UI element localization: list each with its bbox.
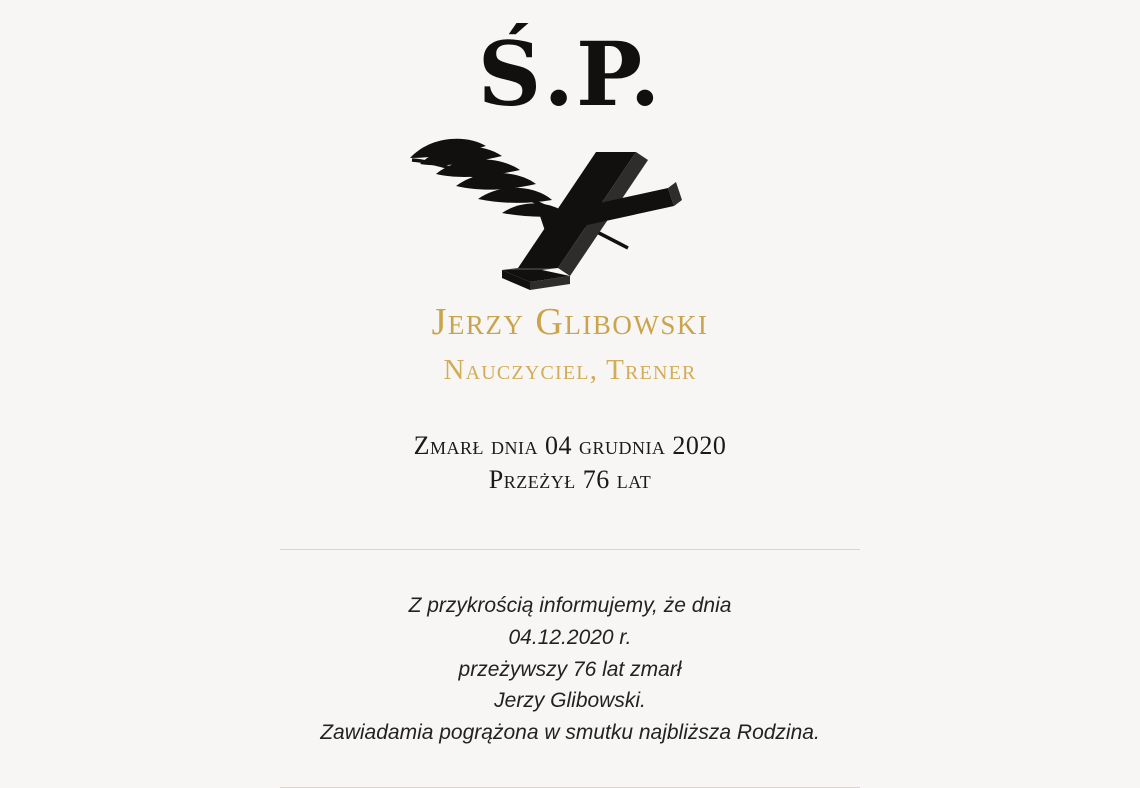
cross-and-palm-icon: [390, 130, 750, 295]
obituary-emblem: [390, 18, 750, 236]
sp-abbreviation: Ś.P.: [477, 22, 663, 126]
message-line-1: Z przykrością informujemy, że dnia: [408, 593, 732, 617]
message-line-4: Jerzy Glibowski.: [494, 689, 646, 713]
age-line: Przeżył 76 lat: [488, 465, 652, 495]
condolence-message: [320, 590, 820, 750]
death-info: [414, 429, 727, 497]
cross-icon: [502, 152, 682, 290]
death-date-line: Zmarł dnia 04 grudnia 2020: [413, 431, 727, 461]
deceased-name: Jerzy Glibowski: [431, 300, 709, 343]
divider-top: [280, 549, 860, 550]
deceased-role: Nauczyciel, Trener: [443, 354, 697, 387]
message-line-2: 04.12.2020 r.: [508, 625, 632, 649]
message-line-3: przeżywszy 76 lat zmarł: [458, 657, 682, 681]
message-line-5: Zawiadamia pogrążona w smutku najbliższa Rodzina.: [320, 721, 820, 745]
